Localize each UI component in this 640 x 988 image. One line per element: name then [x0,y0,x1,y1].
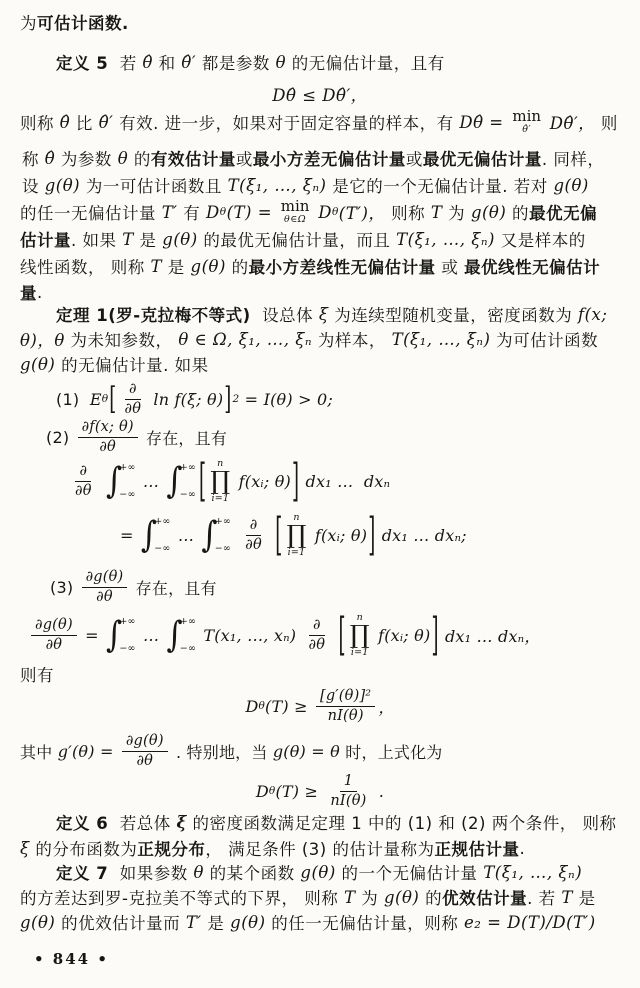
bold-text-token: 量 [20,284,37,303]
cramer-rao-simplified-formula [0,768,640,814]
math-token: T(ξ₁, …, ξₙ) [396,229,495,249]
text-token: . [37,282,43,302]
math-token: e₂ = D(T)/D(T′) [464,912,596,932]
operator-symbol: ∏ [210,466,231,495]
math-token: g(θ) [190,256,226,276]
math-token: θ)，θ [20,331,65,350]
math-token [332,626,337,645]
text-token: 为参数 [55,150,118,169]
integral-lower-limit: −∞ [119,643,136,654]
fraction-denominator: nI(θ) [330,792,367,809]
integral [141,515,171,555]
fraction-denominator: ∂θ [75,482,92,499]
math-token: (T′)， [338,204,386,223]
text-token: (3) [50,577,79,597]
operator-symbol: ∏ [349,620,370,649]
math-token: T [343,887,356,907]
bold-text-token: 最优无偏估计量 [422,150,542,169]
text-token: 若 [108,54,143,73]
math-token: θ [193,862,204,882]
math-token: θ [117,148,129,168]
math-token: g(θ) [300,862,336,882]
integral [166,461,196,501]
bracket: ] [292,454,300,508]
math-token: θ̂′ [98,112,114,132]
subscript: θ [258,700,266,712]
integral-upper-limit: +∞ [154,516,171,527]
math-token: (T) ≥ [265,696,313,716]
subscript: θ [101,393,109,405]
theorem-1-line-2 [20,327,598,351]
integral-upper-limit: +∞ [119,462,136,473]
math-token: T′ [161,202,178,222]
text-token: . 如果 [71,231,123,250]
fraction [82,569,128,604]
math-token [99,472,104,491]
math-token: g(θ) [383,887,420,907]
definition-5-heading [56,50,445,74]
text-token: 为可估计函数 [490,331,599,350]
text-token: 或 [235,150,253,169]
bold-text-token: 有效估计量 [150,150,236,169]
text-token: 的 [225,258,249,277]
math-token: f(xᵢ; θ) [309,525,368,545]
text-token: 如果参数 [108,864,194,883]
math-token: ， [378,697,395,717]
fraction [241,517,266,552]
math-token: g(θ) [20,354,56,374]
math-token: dx₁ … dxₙ; [376,525,467,545]
intro-estimable-function [20,10,129,34]
math-token: ξ [318,304,329,324]
integral-sign: ∫ [105,460,123,502]
math-token: θ ∈ Ω, ξ₁, …, ξₙ [178,329,313,349]
para-efficiency-7 [20,280,43,304]
math-token: ln f(ξ; θ) [148,389,224,409]
theorem-1-heading [56,302,607,326]
definition-6-line-2 [20,836,525,860]
fraction-numerator: 1 [340,773,357,791]
math-token: g(θ) = θ [272,741,341,761]
math-token: T(ξ₁, …, ξₙ) [227,175,327,195]
math-token: f(xᵢ; θ) [233,471,291,491]
integral-sign: ∫ [201,514,218,556]
math-token: g(θ) [162,229,198,249]
product-operator [286,513,306,558]
text-token: . 若 [527,889,562,908]
math-token: θ [275,52,287,72]
math-token: E [89,389,102,409]
text-token: 为样本， [312,331,392,350]
cramer-rao-bound-formula [0,683,640,729]
integral-lower-limit: −∞ [179,643,197,654]
math-token [233,526,238,545]
condition-3-heading [50,564,217,610]
operator-lower-limit: i=1 [287,547,306,558]
text-token: 其中 [20,742,58,762]
bold-text-token: 优效估计量 [442,889,528,908]
text-token: 为 [20,14,37,33]
text-token: 比 [70,114,99,133]
text-token: (1) [56,389,90,409]
fraction [121,381,146,416]
bracket: ] [224,381,232,417]
bold-text-token: 定义 7 [56,864,109,883]
text-token: 有 [177,204,207,223]
text-token: 是 [133,231,163,250]
text-token: . [519,838,526,858]
math-token: T(x₁, …, xₙ) [198,625,302,645]
math-token: T(ξ₁, …, ξₙ) [483,862,583,882]
bold-text-token: 定理 1(罗-克拉梅不等式) [56,306,251,325]
fraction [78,419,138,454]
text-token: 的 [128,150,151,169]
operator-upper-limit: n [217,457,224,469]
bracket: [ [338,608,346,662]
text-token: 的最优无偏估计量，而且 [197,231,397,250]
fraction-denominator: ∂θ [124,400,142,417]
integral [106,615,136,655]
formula-variance-comparison [0,82,640,106]
min-operator [281,199,310,225]
bracket: [ [199,454,207,508]
bracket: ] [368,508,376,562]
definition-6-line-1 [56,810,616,834]
para-efficiency-6 [20,254,600,278]
fraction-denominator: ∂θ [308,636,326,653]
math-token: g(θ) [553,175,589,195]
subscript: θ [331,206,339,218]
fraction-numerator: ∂g(θ) [82,569,128,587]
text-token: 时，上式化为 [340,742,443,762]
text-token: 的 [419,889,443,908]
bracket: ] [431,608,439,662]
text-token: 称 [22,150,45,169]
para-efficiency-1 [20,107,618,136]
condition-3-formula [28,608,541,662]
fraction-denominator: ∂θ [245,536,262,553]
text-token: . 特别地，当 [170,742,273,762]
bold-text-token: 估计量 [20,231,71,250]
text-token: 的任一无偏估计量 [20,204,162,223]
math-token: f(xᵢ; θ) [372,625,431,645]
para-efficiency-4 [20,197,598,226]
fraction [305,617,330,652]
integral-upper-limit: +∞ [119,616,136,627]
text-token: 为未知参数， [64,331,179,350]
fraction-denominator: ∂θ [99,438,116,455]
fraction-numerator: ∂ [309,617,325,635]
fraction-denominator: ∂θ [45,636,63,653]
text-token: 为 [442,204,471,223]
integral-upper-limit: +∞ [214,516,231,527]
fraction [71,463,96,498]
text-token: 的优效估计量而 [55,914,186,933]
bold-text-token: 最小方差线性无偏估计量 [248,258,436,277]
text-token: 和 [152,54,182,73]
bracket: [ [275,508,283,562]
operator-symbol: ∏ [286,520,307,549]
math-token: θ̂ [142,52,153,72]
math-token [269,526,274,545]
math-token: dx₁ … dxₙ [300,471,391,491]
math-token: T [122,229,134,249]
text-token: 设 [22,177,45,196]
integral-sign: ∫ [166,614,183,656]
math-token: Dθ̂ ≤ Dθ̂′， [272,86,368,105]
math-token: D [255,781,269,801]
operator-lower-limit: θ̂′ [522,124,532,136]
integral-upper-limit: +∞ [179,616,197,627]
math-token: dx₁ … dxₙ， [439,626,541,646]
bracket: [ [109,381,117,417]
integral [166,615,196,655]
text-token: 的一个无偏估计量 [335,864,484,883]
math-token: ξ [20,838,30,858]
text-token: 的任一无偏估计量，则称 [265,914,465,933]
math-token: θ̂ [44,148,56,168]
text-token: 的 [506,204,530,223]
fraction [326,773,370,808]
operator-lower-limit: θ∈Ω [284,214,307,226]
math-token: (T) ≥ [275,781,324,801]
text-token: 则 [595,114,618,133]
text-token: 的某个函数 [203,864,301,883]
math-token: θ̂ [59,112,71,132]
fraction-numerator: ∂g(θ) [31,617,77,635]
text-token: 或 [405,150,423,169]
text-token: 的无偏估计量. 如果 [55,356,209,375]
integral-lower-limit: −∞ [214,543,231,554]
text-token: 是 [572,889,596,908]
subscript: θ [268,785,276,797]
bold-text-token: ξ [176,812,187,832]
math-token: T′ [185,912,202,932]
text-token: 则称 [385,204,431,223]
math-token: T [430,202,443,222]
text-token: 的方差达到罗-克拉美不等式的下界， 则称 [20,889,344,908]
fraction [316,688,375,723]
para-efficiency-3 [22,173,589,197]
text-token: 设总体 [250,306,319,325]
bold-text-token: 最优无偏 [529,204,598,223]
math-token: D [206,202,220,222]
math-token: … [137,625,165,645]
math-token: g(θ) [230,912,266,932]
condition-2-formula-1 [68,454,391,508]
math-token: g′(θ) = [57,741,119,761]
definition-7-line-1 [56,860,582,884]
integral-lower-limit: −∞ [154,543,171,554]
operator-lower-limit: i=1 [350,647,369,658]
text-token: . 同样， [541,150,605,169]
math-token: Dθ̂′， [544,114,596,133]
math-token: g(θ) [470,202,507,222]
fraction [31,617,77,652]
math-token: T [561,887,573,907]
text-token: 的密度函数满足定理 1 中的 (1) 和 (2) 两个条件， 则称 [186,814,617,833]
page-number: • 844 • [34,950,109,968]
math-token: T(ξ₁, …, ξₙ) [391,329,491,349]
bold-text-token: 定义 5 [56,54,109,73]
para-efficiency-5 [20,227,586,251]
subscript: θ [219,206,227,218]
math-token: … [137,471,165,491]
integral-upper-limit: +∞ [179,462,196,473]
text-token: 或 [435,258,465,277]
bold-text-token: 正规估计量 [434,840,520,859]
operator-symbol: min [280,197,310,216]
fraction-numerator: ∂ [75,463,91,481]
integral-sign: ∫ [166,460,183,502]
bold-text-token: 定义 6 [56,814,109,833]
condition-2-formula-2 [120,508,467,562]
fraction-denominator: ∂θ [136,752,154,769]
operator-symbol: min [512,107,542,126]
integral-lower-limit: −∞ [119,489,136,500]
math-token: (T) = [226,202,278,222]
text-token: 都是参数 [196,54,276,73]
math-token: f(x; [578,304,608,324]
text-token: 是 [201,914,231,933]
text-token: 为 [355,889,384,908]
fraction-denominator: nI(θ) [327,707,364,724]
math-token: . [373,781,385,801]
text-token: 的无偏估计量，且有 [286,54,445,73]
text-token: 存在，且有 [140,428,228,448]
fraction-numerator: ∂ [125,381,141,399]
text-token: 的分布函数为 [29,840,138,859]
min-operator [512,109,541,135]
text-token: 则有 [20,666,54,685]
math-token: = I(θ) > 0; [239,389,333,409]
text-token: 为连续型随机变量，密度函数为 [328,306,578,325]
math-token: g(θ) [20,912,56,932]
operator-upper-limit: n [356,611,363,623]
text-token: ， 满足条件 (3) 的估计量称为 [205,840,435,859]
theorem-1-line-3 [20,352,209,376]
fraction-numerator: ∂g(θ) [122,733,168,751]
fraction-numerator: [g′(θ)]² [316,688,375,706]
math-token: … [172,525,200,545]
text-token: 是 [162,258,191,277]
operator-upper-limit: n [293,511,300,523]
integral [201,515,231,555]
bold-text-token: 正规分布 [137,840,206,859]
fraction-numerator: ∂f(x; θ) [78,419,138,437]
text-token: 存在，且有 [130,578,217,598]
operator-lower-limit: i=1 [211,493,230,504]
text-token: 是它的一个无偏估计量. 若对 [326,177,554,196]
definition-7-line-2 [20,885,596,909]
product-operator [210,459,230,504]
integral [106,461,136,501]
math-token: = [79,625,105,645]
definition-7-line-3 [20,910,596,934]
text-token: 则称 [20,114,60,133]
text-token: 线性函数， 则称 [20,258,151,277]
fraction-numerator: ∂ [246,517,262,535]
math-token: D [245,696,259,716]
integral-sign: ∫ [106,614,123,656]
text-token: 为一可估计函数且 [80,177,228,196]
condition-2-heading [46,414,227,460]
bold-text-token: 最小方差无偏估计量 [252,150,406,169]
integral-lower-limit: −∞ [179,489,196,500]
text-token: (2) [46,427,75,447]
text-token: 有效. 进一步，如果对于固定容量的样本，有 [113,114,460,133]
superscript: 2 [232,393,240,405]
math-token: T [150,256,163,276]
fraction [122,733,168,768]
math-token: Dθ̂ = [459,112,510,132]
math-token: D [312,202,332,222]
bold-text-token: 可估计函数. [37,14,129,33]
text-token: 若总体 [108,814,177,833]
math-token: g(θ) [44,175,81,195]
math-token: = [120,525,139,545]
math-token: θ̂′ [181,52,197,72]
fraction-denominator: ∂θ [96,588,113,605]
product-operator [350,613,370,658]
integral-sign: ∫ [140,514,158,556]
text-token: 又是样本的 [494,231,586,250]
para-efficiency-2 [22,146,604,170]
bold-text-token: 最优线性无偏估计 [464,258,601,277]
